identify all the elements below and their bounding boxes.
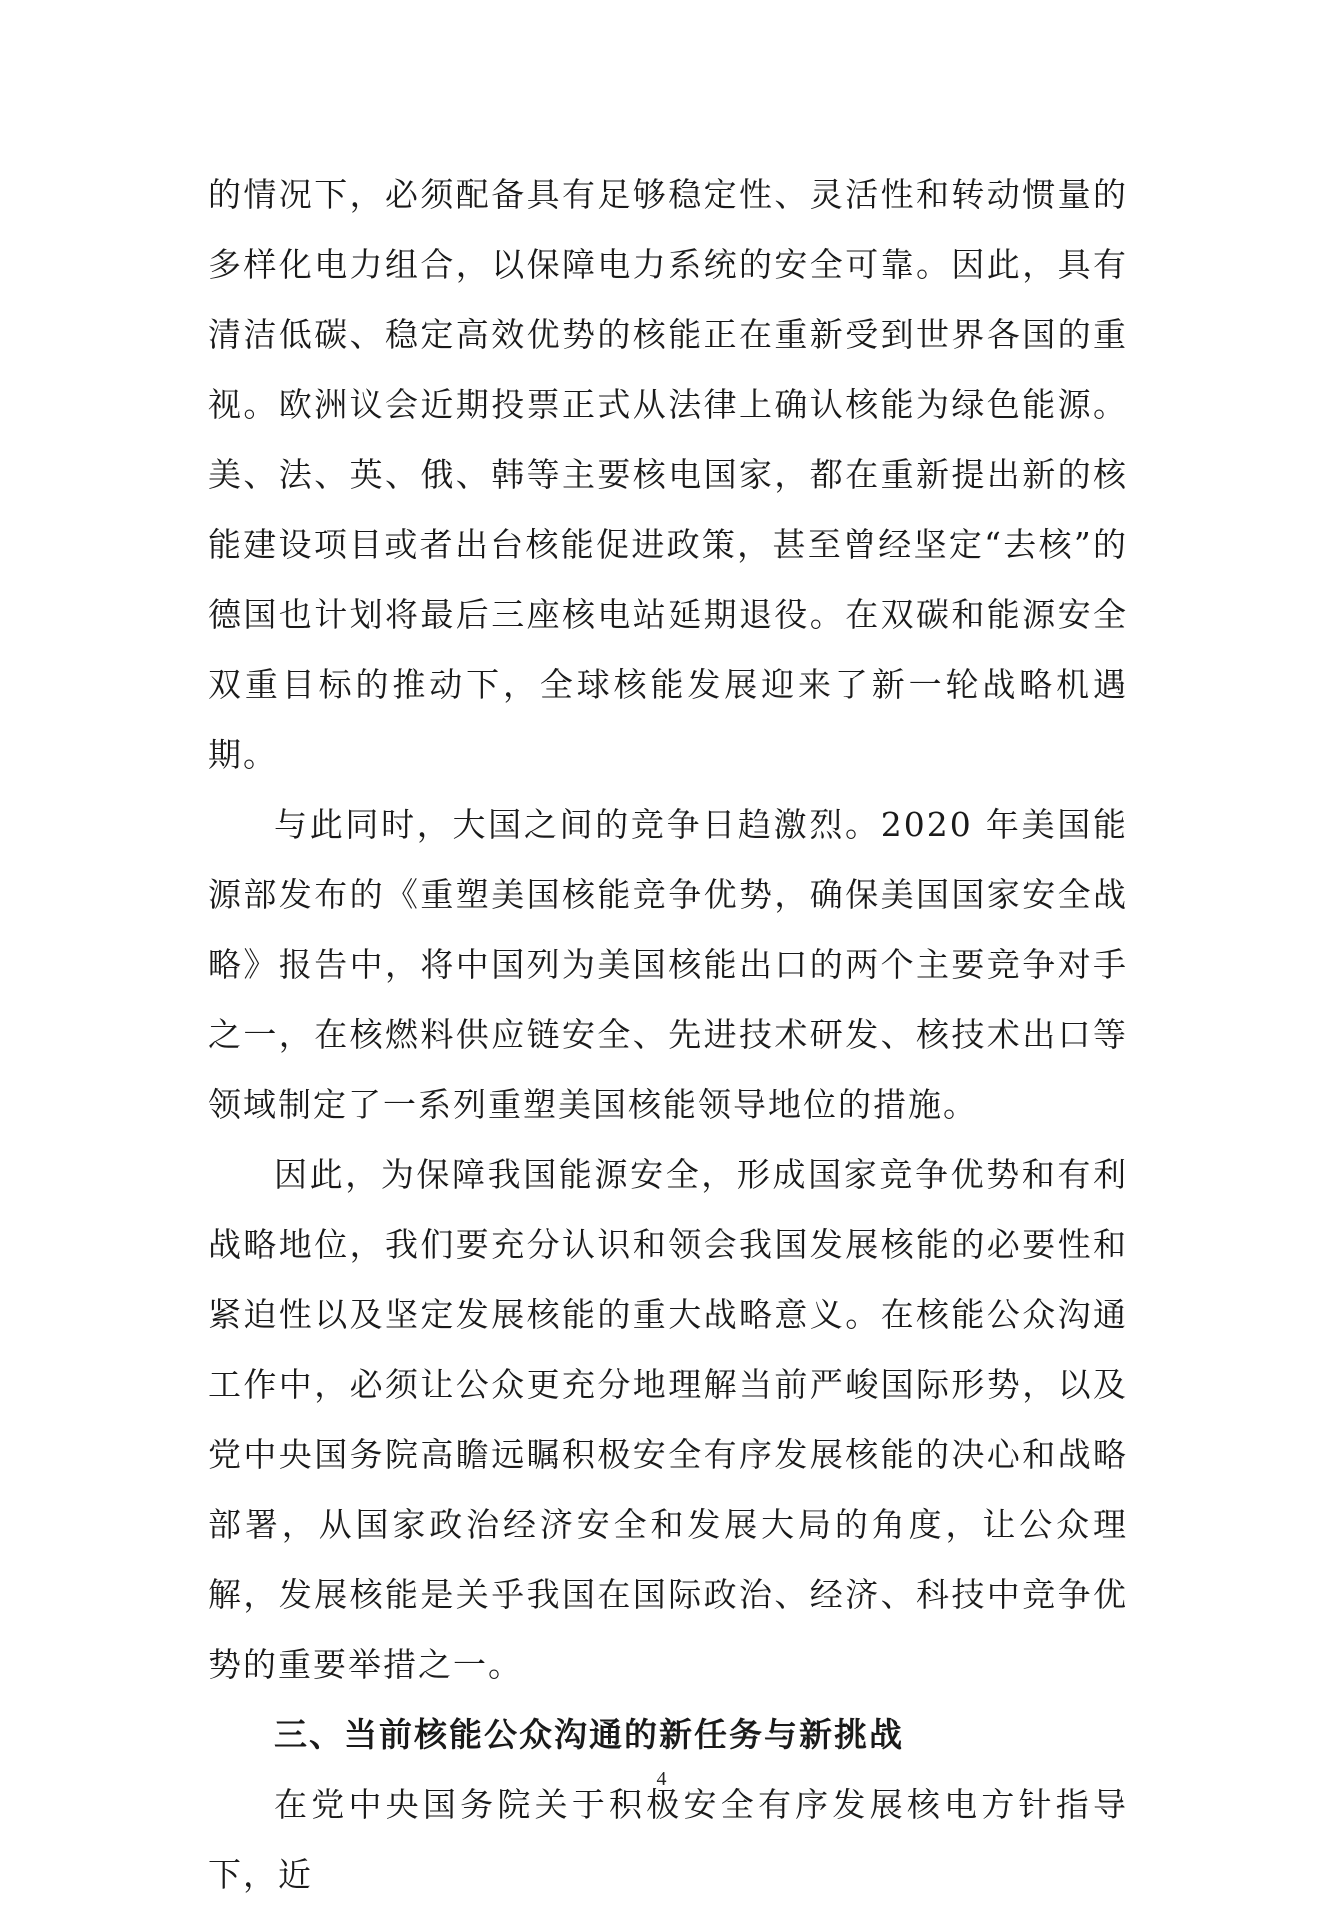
section-heading: 三、当前核能公众沟通的新任务与新挑战 (274, 1715, 904, 1754)
paragraph: 与此同时，大国之间的竞争日趋激烈。2020 年美国能源部发布的《重塑美国核能竞争优势，确保美国国家安全战略》报告中，将中国列为美国核能出口的两个主要竞争对手之一，在核燃料供应链安全、先进技术研发、核技术出口等领域制定了一系列重塑美国核能领导地位的措施。 (208, 805, 1128, 1124)
paragraph: 的情况下，必须配备具有足够稳定性、灵活性和转动惯量的多样化电力组合，以保障电力系统的安全可靠。因此，具有清洁低碳、稳定高效优势的核能正在重新受到世界各国的重视。欧洲议会近期投票正式从法律上确认核能为绿色能源。美、法、英、俄、韩等主要核电国家，都在重新提出新的核能建设项目或者出台核能促进政策，甚至曾经坚定“去核”的德国也计划将最后三座核电站延期退役。在双碳和能源安全双重目标的推动下，全球核能发展迎来了新一轮战略机遇期。 (208, 175, 1128, 774)
page-number: 4 (656, 1768, 667, 1790)
paragraph: 因此，为保障我国能源安全，形成国家竞争优势和有利战略地位，我们要充分认识和领会我国发展核能的必要性和紧迫性以及坚定发展核能的重大战略意义。在核能公众沟通工作中，必须让公众更充分地理解当前严峻国际形势，以及党中央国务院高瞻远瞩积极安全有序发展核能的决心和战略部署，从国家政治经济安全和发展大局的角度，让公众理解，发展核能是关乎我国在国际政治、经济、科技中竞争优势的重要举措之一。 (208, 1155, 1128, 1684)
body-text (208, 160, 1128, 1910)
paragraph: 在党中央国务院关于积极安全有序发展核电方针指导下，近 (208, 1785, 1128, 1894)
